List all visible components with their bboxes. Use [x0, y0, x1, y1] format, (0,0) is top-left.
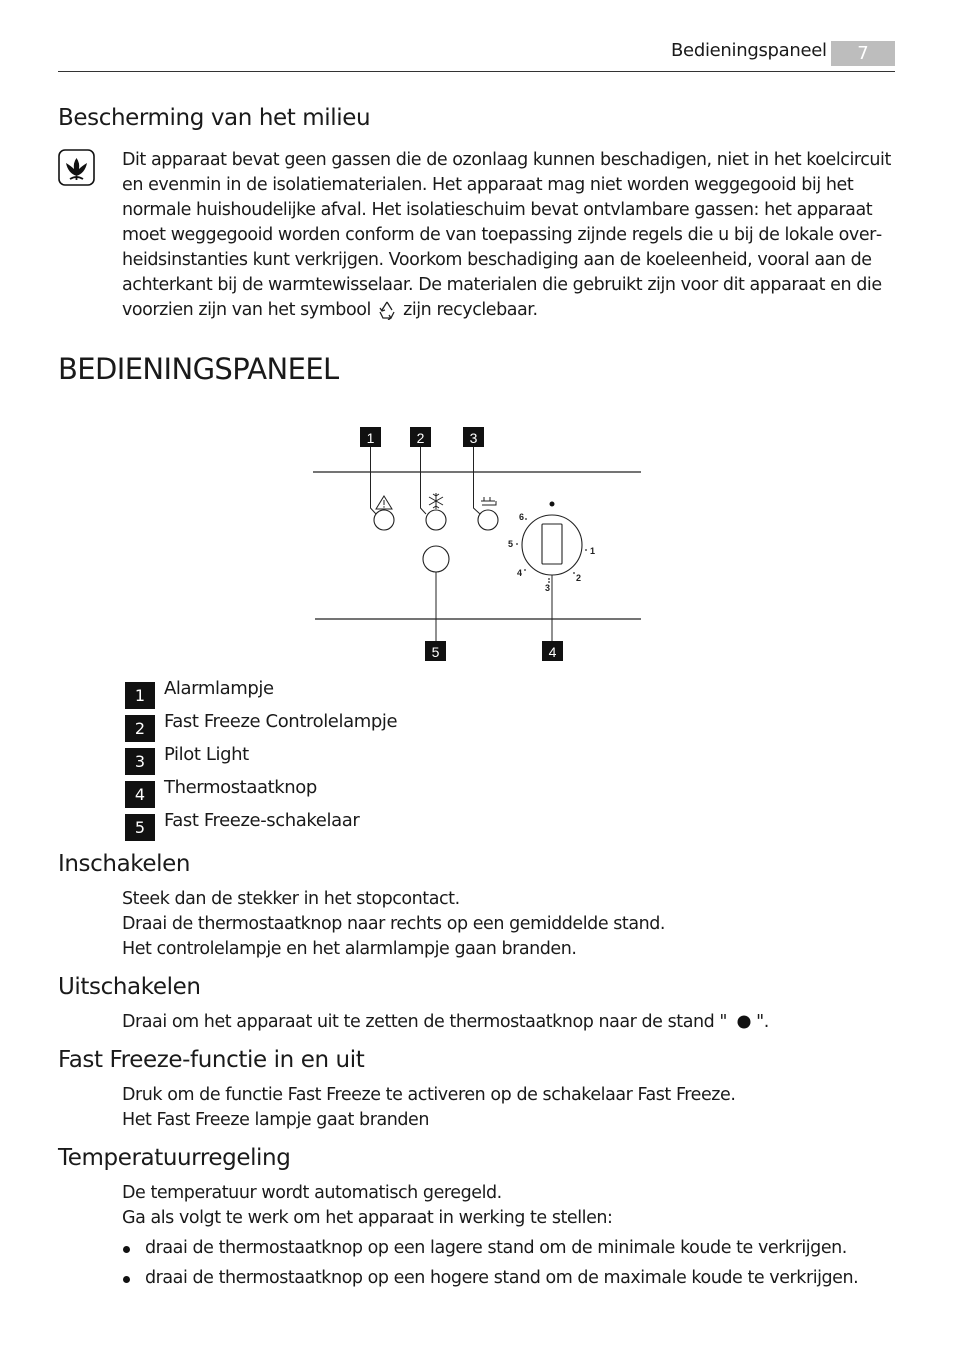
- alarm-lamp: [374, 510, 394, 530]
- dial-mark-2: 2: [576, 573, 582, 583]
- svg-text:3: 3: [469, 430, 478, 446]
- environment-paragraph: [122, 148, 894, 323]
- header-divider: [58, 71, 895, 72]
- text-line: Het controlelampje en het alarmlampje gaan branden.: [122, 939, 577, 959]
- dial-mark-4: 4: [517, 568, 523, 578]
- text-line: Druk om de functie Fast Freeze te activeren op de schakelaar Fast Freeze.: [122, 1085, 736, 1105]
- callout-4: [542, 641, 563, 661]
- dial-mark-5: 5: [508, 539, 514, 549]
- dial-mark-3: 3: [545, 583, 551, 593]
- svg-text:4: 4: [548, 644, 557, 660]
- fastfreeze-heading: Fast Freeze-functie in en uit: [58, 1047, 365, 1073]
- recycle-icon: [376, 300, 398, 320]
- temperatuur-heading: Temperatuurregeling: [58, 1145, 291, 1171]
- svg-text:1: 1: [366, 430, 375, 446]
- legend-label: Pilot Light: [164, 744, 249, 765]
- legend-number: 4: [125, 781, 155, 808]
- environment-text-end: zijn recyclebaar.: [403, 300, 538, 320]
- legend-number: 3: [125, 748, 155, 775]
- legend-label: Fast Freeze Controlelampje: [164, 711, 398, 732]
- uitschakelen-text: [122, 1010, 894, 1035]
- temperatuur-text: [122, 1181, 894, 1231]
- legend-label: Fast Freeze-schakelaar: [164, 810, 360, 831]
- text-line: Het Fast Freeze lampje gaat branden: [122, 1110, 429, 1130]
- legend-label: Thermostaatknop: [164, 777, 317, 798]
- svg-text:2: 2: [416, 430, 425, 446]
- uitschakelen-heading: Uitschakelen: [58, 974, 201, 1000]
- environment-icon: [58, 149, 95, 186]
- environment-text: Dit apparaat bevat geen gassen die de ozonlaag kunnen beschadigen, niet in het koelcircuit en evenmin in de isolatiematerialen. Het apparaat mag niet worden weggegooid bij het normale huishoudelijke afval. Het isolatieschuim bevat ontvlambare gassen: het apparaat moet weggegooid worden conform de van toepassing zijnde regels die u bij de lokale overheidsinstanties kunt verkrijgen. Voorkom beschadiging aan de koeleenheid, vooral aan de achterkant bij de warmtewisselaar. De materialen die gebruikt zijn voor dit apparaat en die voorzien zijn van het symbool: [122, 150, 891, 320]
- callout-5: [425, 641, 446, 661]
- fast-freeze-switch: [423, 546, 449, 572]
- page-title: BEDIENINGSPANEEL: [58, 352, 339, 386]
- temperatuur-bullets: [122, 1236, 902, 1296]
- legend-number: 2: [125, 715, 155, 742]
- list-item-text: draai de thermostaatknop op een lagere stand om de minimale koude te verkrijgen.: [145, 1238, 847, 1258]
- svg-text:5: 5: [431, 644, 440, 660]
- list-item: [122, 1236, 902, 1261]
- list-item-text: draai de thermostaatknop op een hogere stand om de maximale koude te verkrijgen.: [145, 1268, 859, 1288]
- running-header: Bedieningspaneel: [671, 40, 827, 61]
- fastfreeze-text: [122, 1083, 894, 1133]
- warning-icon: [376, 496, 392, 509]
- control-panel-diagram: [300, 420, 660, 670]
- page-number: 7: [831, 41, 895, 66]
- text-line: Draai om het apparaat uit te zetten de thermostaatknop naar de stand ": [122, 1012, 727, 1032]
- environment-heading: Bescherming van het milieu: [58, 105, 371, 131]
- legend-number: 5: [125, 814, 155, 841]
- text-line: Ga als volgt te werk om het apparaat in werking te stellen:: [122, 1208, 613, 1228]
- plug-icon: [481, 497, 496, 505]
- text-line-end: ".: [756, 1012, 769, 1032]
- pilot-light: [478, 510, 498, 530]
- inschakelen-heading: Inschakelen: [58, 851, 191, 877]
- text-line: Steek dan de stekker in het stopcontact.: [122, 889, 460, 909]
- callout-1: [360, 427, 381, 447]
- list-item: [122, 1266, 902, 1291]
- legend-label: Alarmlampje: [164, 678, 274, 699]
- fast-freeze-lamp: [426, 510, 446, 530]
- dial-mark-1: 1: [590, 546, 596, 556]
- text-line: De temperatuur wordt automatisch geregeld.: [122, 1183, 502, 1203]
- dial-mark-6: 6: [519, 512, 525, 522]
- snowflake-icon: [429, 493, 443, 509]
- callout-2: [410, 427, 431, 447]
- filled-dot-icon: [732, 1015, 756, 1029]
- inschakelen-text: [122, 887, 894, 962]
- legend-number: 1: [125, 682, 155, 709]
- text-line: Draai de thermostaatknop naar rechts op een gemiddelde stand.: [122, 914, 666, 934]
- callout-3: [463, 427, 484, 447]
